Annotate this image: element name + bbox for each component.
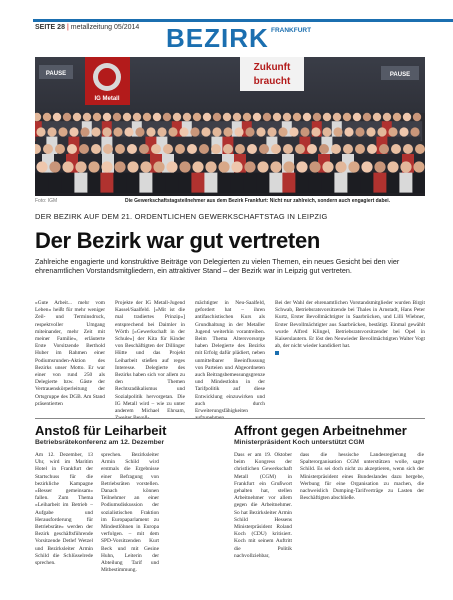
crowd-face — [83, 113, 91, 121]
crowd-face — [387, 161, 398, 172]
crowd-person — [113, 173, 126, 193]
crowd-face — [383, 113, 391, 121]
crowd-face — [391, 144, 401, 154]
crowd-person — [230, 173, 243, 193]
banner-pause-right: PAUSE — [389, 72, 411, 78]
crowd-face — [363, 113, 371, 121]
crowd-person — [334, 173, 347, 193]
crowd-person — [347, 173, 360, 193]
crowd-face — [309, 161, 320, 172]
page-number: SEITE 28 — [35, 24, 65, 31]
crowd-face — [199, 144, 209, 154]
crowd-person — [191, 173, 204, 193]
crowd-face — [256, 127, 265, 136]
crowd-person — [152, 173, 165, 193]
article2-column-1: Am 12. Dezember, 13 Uhr, wird im Maritim Hotel in Frankfurt der Startschuss für die bezirkliche Kampagne »Besser gemeinsam« fallen. Zum Thema »Leiharbeit im Betrieb – Aufgabe und Herausforderung für Betriebsräte« werden der Bezirk geschäftsführende Vorsitzende Detlef Wetzel und Bezirksleiter Armin Schild die Schlüsselrede sprechen. — [35, 452, 93, 567]
crowd-face — [58, 127, 67, 136]
crowd-face — [300, 127, 309, 136]
crowd-face — [353, 113, 361, 121]
crowd-face — [335, 161, 346, 172]
crowd-face — [103, 113, 111, 121]
crowd-face — [410, 127, 419, 136]
crowd-face — [179, 127, 188, 136]
crowd-face — [244, 161, 255, 172]
crowd-face — [168, 127, 177, 136]
photo-caption — [35, 197, 425, 205]
crowd-face — [235, 144, 245, 154]
crowd-face — [400, 161, 411, 172]
crowd-person — [321, 173, 334, 193]
crowd-person — [269, 173, 282, 193]
crowd-face — [333, 127, 342, 136]
crowd-face — [190, 127, 199, 136]
crowd-face — [183, 113, 191, 121]
crowd-face — [63, 113, 71, 121]
crowd-face — [283, 113, 291, 121]
crowd-face — [393, 113, 401, 121]
crowd-face — [146, 127, 155, 136]
crowd-face — [344, 127, 353, 136]
group-photo-image — [35, 57, 425, 196]
crowd-face — [307, 144, 317, 154]
crowd-face — [233, 113, 241, 121]
crowd-face — [151, 144, 161, 154]
crowd-person — [126, 173, 139, 193]
crowd-face — [270, 161, 281, 172]
crowd-face — [377, 127, 386, 136]
crowd-face — [69, 127, 78, 136]
crowd-face — [79, 144, 89, 154]
crowd-face — [113, 113, 121, 121]
crowd-person — [386, 173, 399, 193]
crowd-face — [113, 127, 122, 136]
crowd-person — [35, 173, 48, 193]
crowd-face — [323, 113, 331, 121]
banner-left-text: IG Metall — [94, 96, 120, 102]
crowd-person — [373, 173, 386, 193]
crowd-face — [355, 127, 364, 136]
crowd-face — [212, 127, 221, 136]
article-column-2: Projekte der IG Metall-Jugend Kassel/Saalfeld. [»Mit ist die mal tradiertes Prinzip«] entsprechend bei Daimler in Wörth [»Gewerkschaft in der Schule«] der Kita für Kinder von Beschäftigten der Dillinger Hütte und das Projekt Leiharbeit stießen auf reges Interesse. Delegierte des Bezirks haben sich vor allem zu den Themen Rechtsradikalismus und Sozialpolitik hervorgetan. Die IG Metall wird – wie zu unter anderem Michael Ehrsam, — [115, 300, 185, 415]
photo-credit: Foto: IGM — [35, 198, 58, 204]
page-meta: SEITE 28 | metallzeitung 05/2014 — [35, 24, 140, 31]
article3-column-1: Dass er am 19. Oktober beim Kongress der christlichen Gewerkschaft Metall (CGM) in Frankfurt ein Grußwort gehalten hat, stellen Arbeitnehmer vor allem gegen die Arbeitnehmer. So hat Bezirksleiter Armin Schild Hessens Ministerpräsident Roland Koch (CDU) kritisiert. Koch mit seinem Auftritt die Politik nachvollziehbar, — [234, 452, 292, 559]
crowd-person — [178, 173, 191, 193]
section-divider — [35, 418, 425, 419]
crowd-face — [166, 161, 177, 172]
crowd-face — [102, 127, 111, 136]
crowd-face — [257, 161, 268, 172]
crowd-face — [283, 144, 293, 154]
crowd-face — [234, 127, 243, 136]
crowd-face — [379, 144, 389, 154]
crowd-person — [100, 173, 113, 193]
crowd-person — [308, 173, 321, 193]
crowd-face — [49, 161, 60, 172]
crowd-face — [373, 113, 381, 121]
crowd-face — [157, 127, 166, 136]
page-header — [0, 0, 453, 60]
crowd-face — [413, 113, 421, 121]
crowd-person — [256, 173, 269, 193]
crowd-face — [293, 113, 301, 121]
group-photo — [35, 57, 425, 196]
crowd-face — [348, 161, 359, 172]
banner-pause-left: PAUSE — [45, 71, 67, 77]
crowd-face — [313, 113, 321, 121]
crowd-face — [223, 113, 231, 121]
crowd-face — [187, 144, 197, 154]
crowd-face — [388, 127, 397, 136]
crowd-face — [218, 161, 229, 172]
crowd-face — [322, 161, 333, 172]
crowd-person — [165, 173, 178, 193]
article3-subhead: Ministerpräsident Koch unterstützt CGM — [234, 439, 365, 446]
crowd-face — [259, 144, 269, 154]
crowd-face — [205, 161, 216, 172]
crowd-face — [267, 127, 276, 136]
crowd-face — [103, 144, 113, 154]
crowd-face — [62, 161, 73, 172]
crowd-face — [115, 144, 125, 154]
crowd-face — [193, 113, 201, 121]
crowd-person — [87, 173, 100, 193]
crowd-face — [415, 144, 425, 154]
crowd-face — [47, 127, 56, 136]
crowd-face — [296, 161, 307, 172]
crowd-face — [101, 161, 112, 172]
article-headline: Der Bezirk war gut vertreten — [35, 228, 321, 253]
crowd-person — [282, 173, 295, 193]
crowd-face — [361, 161, 372, 172]
crowd-face — [88, 161, 99, 172]
crowd-face — [127, 161, 138, 172]
crowd-face — [163, 113, 171, 121]
crowd-face — [175, 144, 185, 154]
crowd-face — [211, 144, 221, 154]
article-column-3: mächtigter in Neu-Saalfeld, gefordert hat – ihren antifaschistischen Kurs als Grundhaltung in der Metaller Jugend weiterhin vorantreiben. Beim Thema Altersvorsorge haben Delegierte des Bezirks mit Erfolg dafür plädiert, neben unmittelbarer Beeinflussung von Parteien und Abgeordneten auch Beitragsbemessungsgrenze und Mindestlohn in der Tarifpolitik auf diese Entwicklung einzuwirken und auch durch Erweiterungsfähigkeiten — [195, 300, 265, 415]
crowd-person — [243, 173, 256, 193]
crowd-face — [319, 144, 329, 154]
article3-column-2: dass die hessische Landesregierung die Spalterorganisation CGM unterstützen wolle, sagte Schild. Es sei doch nicht zu akzeptieren, wenn sich der Ministerpräsident eines Bundeslandes dazu hergebe, Werbung für eine Organisation zu machen, die nachweislich Dumping-Tarifverträge zu Lasten der Beschäftigten abschließe. — [300, 452, 424, 502]
crowd-face — [273, 113, 281, 121]
crowd-face — [223, 127, 232, 136]
header-rule — [33, 19, 453, 22]
crowd-face — [80, 127, 89, 136]
crowd-person — [139, 173, 152, 193]
article-kicker: DER BEZIRK AUF DEM 21. ORDENTLICHEN GEWERKSCHAFTSTAG IN LEIPZIG — [35, 212, 328, 221]
crowd-face — [322, 127, 331, 136]
crowd-person — [48, 173, 61, 193]
article2-headline: Anstoß für Leiharbeit — [35, 423, 167, 438]
crowd-person — [217, 173, 230, 193]
crowd-face — [223, 144, 233, 154]
crowd-person — [204, 173, 217, 193]
crowd-face — [333, 113, 341, 121]
crowd-face — [163, 144, 173, 154]
end-mark-icon — [275, 351, 279, 355]
crowd-face — [53, 113, 61, 121]
crowd-person — [295, 173, 308, 193]
crowd-person — [61, 173, 74, 193]
banner-center-top: Zukunft — [253, 62, 291, 73]
crowd-face — [91, 144, 101, 154]
crowd-face — [91, 127, 100, 136]
crowd-face — [271, 144, 281, 154]
publication-name: metallzeitung 05/2014 — [70, 24, 140, 31]
crowd-face — [139, 144, 149, 154]
crowd-face — [153, 113, 161, 121]
crowd-face — [366, 127, 375, 136]
crowd-face — [143, 113, 151, 121]
crowd-face — [367, 144, 377, 154]
crowd-face — [231, 161, 242, 172]
crowd-face — [55, 144, 65, 154]
crowd-face — [179, 161, 190, 172]
article-column-1: »Gute Arbeit... mehr vom Leben« heißt für mehr weniger Zeil- und Terminsdruck, respektvoller Umgang miteinander, mehr Zeit mit meiner Familie«, erläuterte Erste Vorsitzende Berthold Huber im Rahmen einer Podiumsrunden-Aktion des Bezirks unser Motto. Er war einer von rund 250 als Delegierte bzw. Gäste der Vertrauenskörperleitung der Ortsgruppe des DGB. Am Stand präsentierten — [35, 300, 105, 407]
crowd-face — [135, 127, 144, 136]
crowd-face — [173, 113, 181, 121]
crowd-face — [374, 161, 385, 172]
crowd-face — [36, 127, 45, 136]
crowd-face — [295, 144, 305, 154]
crowd-face — [153, 161, 164, 172]
article2-column-2: sprechen. Bezirksleiter Armin Schild wird erstmals die Ergebnisse einer Befragung von Betriebsräten vorstellen. Danach können Teilnehmer an einer Podiumsdiskussion der sozialistischen Fraktion im Europaparlament zu Mindestlöhnen in Europa verfolgen. – mit dem SPD-Vorsitzenden Kurt Beck und mit Gesine Huhn, Leiterin der Abteilung Tarif und Mitbestimmung. — [101, 452, 159, 574]
crowd-person — [74, 173, 87, 193]
crowd-face — [247, 144, 257, 154]
crowd-person — [412, 173, 425, 193]
crowd-face — [140, 161, 151, 172]
article-lead: Zahlreiche engagierte und konstruktive Beiträge von Delegierten zu vielen Themen, ein neues Gesicht bei den vier ehrenamtlichen Vorstandsmitgliedern, ein attraktiver Stand – der Bezirk war in Leipzig gut vertreten. — [35, 257, 400, 276]
article-column-4: Bei der Wahl der ehrenamtlichen Vorstandsmitglieder wurden Birgit Schwab, Betriebsratsvorsitzende bei Thales in Arnstadt, Hans Peter Kurtz, Erster Bevollmächtigter in Saarbrücken, und Lilli Wiebner, Erster Bevollmächtigter aus Saarbrücken, bestätigt. Einmal gewählt wurde Alfred Klingel, Betriebsratsvorsitzender bei Opel in Kaiserslautern. Er löst den Neuwieder Bevollmächtigten Walter Vogt ab, der nicht wieder kandidiert hat. — [275, 300, 425, 358]
section-region: FRANKFURT — [271, 27, 312, 34]
crowd-face — [75, 161, 86, 172]
crowd-face — [263, 113, 271, 121]
crowd-face — [413, 161, 424, 172]
crowd-face — [73, 113, 81, 121]
banner-center-bottom: braucht — [253, 76, 291, 87]
crowd-face — [133, 113, 141, 121]
crowd-face — [343, 113, 351, 121]
crowd-face — [213, 113, 221, 121]
crowd-face — [36, 161, 47, 172]
crowd-face — [311, 127, 320, 136]
crowd-face — [403, 144, 413, 154]
crowd-face — [399, 127, 408, 136]
crowd-person — [399, 173, 412, 193]
crowd-face — [245, 127, 254, 136]
crowd-face — [303, 113, 311, 121]
crowd-face — [289, 127, 298, 136]
section-title: BEZIRK — [166, 23, 269, 53]
crowd-face — [355, 144, 365, 154]
crowd-face — [253, 113, 261, 121]
crowd-face — [283, 161, 294, 172]
crowd-face — [67, 144, 77, 154]
crowd-face — [201, 127, 210, 136]
crowd-face — [278, 127, 287, 136]
crowd-face — [114, 161, 125, 172]
crowd-person — [360, 173, 373, 193]
caption-text: Die Gewerkschaftstagsteilnehmer aus dem Bezirk Frankfurt: Nicht nur zahlreich, sondern auch engagiert dabei. — [125, 198, 391, 204]
crowd-face — [43, 113, 51, 121]
crowd-face — [192, 161, 203, 172]
crowd-face — [331, 144, 341, 154]
crowd-face — [203, 113, 211, 121]
article2-subhead: Betriebsrätekonferenz am 12. Dezember — [35, 439, 165, 446]
crowd-face — [127, 144, 137, 154]
crowd-face — [403, 113, 411, 121]
crowd-face — [43, 144, 53, 154]
crowd-face — [243, 113, 251, 121]
crowd-face — [123, 113, 131, 121]
article3-headline: Affront gegen Arbeitnehmer — [234, 423, 407, 438]
crowd-face — [124, 127, 133, 136]
crowd-face — [343, 144, 353, 154]
crowd-face — [93, 113, 101, 121]
